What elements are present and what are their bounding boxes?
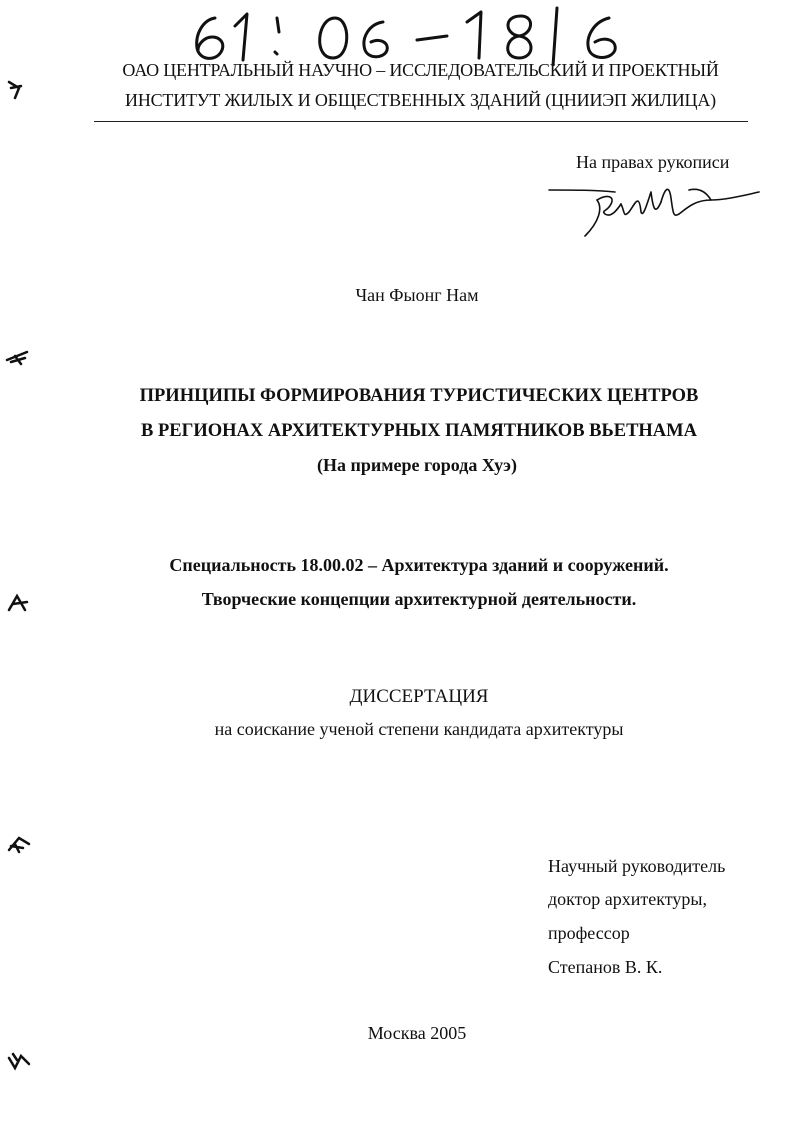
- dissertation-subtitle: (На примере города Хуэ): [317, 455, 517, 475]
- signature-drawing: [545, 178, 765, 240]
- author-signature: [545, 178, 765, 240]
- handwritten-number-drawing: [185, 4, 665, 66]
- degree-purpose: на соискание ученой степени кандидата архитектуры: [214, 719, 624, 739]
- advisor-degree: доктор архитектуры,: [548, 889, 708, 909]
- specialty-line-1: Специальность 18.00.02 – Архитектура зданий и сооружений.: [169, 555, 669, 575]
- institute-name-line-1: ОАО ЦЕНТРАЛЬНЫЙ НАУЧНО – ИССЛЕДОВАТЕЛЬСКИЙ И ПРОЕКТНЫЙ: [122, 60, 719, 80]
- scan-mark-icon: [5, 78, 33, 100]
- scan-mark-icon: [5, 346, 33, 368]
- scan-mark-icon: [5, 592, 33, 614]
- dissertation-title-line-1: ПРИНЦИПЫ ФОРМИРОВАНИЯ ТУРИСТИЧЕСКИХ ЦЕНТРОВ: [139, 386, 699, 406]
- advisor-rank: профессор: [548, 923, 630, 943]
- dissertation-label: ДИССЕРТАЦИЯ: [349, 686, 489, 707]
- advisor-role: Научный руководитель: [548, 856, 726, 876]
- institute-name-line-2: ИНСТИТУТ ЖИЛЫХ И ОБЩЕСТВЕННЫХ ЗДАНИЙ (ЦНИИЭП ЖИЛИЦА): [125, 90, 716, 110]
- rights-note: На правах рукописи: [576, 152, 730, 172]
- scan-mark-icon: [5, 1050, 33, 1072]
- author-name: Чан Фыонг Нам: [355, 285, 479, 305]
- scan-mark-icon: [5, 834, 33, 856]
- handwritten-archive-number: [185, 4, 665, 66]
- header-divider: [94, 121, 748, 122]
- advisor-name: Степанов В. К.: [548, 957, 663, 977]
- specialty-line-2: Творческие концепции архитектурной деятельности.: [201, 589, 637, 609]
- dissertation-title-line-2: В РЕГИОНАХ АРХИТЕКТУРНЫХ ПАМЯТНИКОВ ВЬЕТНАМА: [141, 421, 697, 441]
- city-and-year: Москва 2005: [367, 1023, 467, 1043]
